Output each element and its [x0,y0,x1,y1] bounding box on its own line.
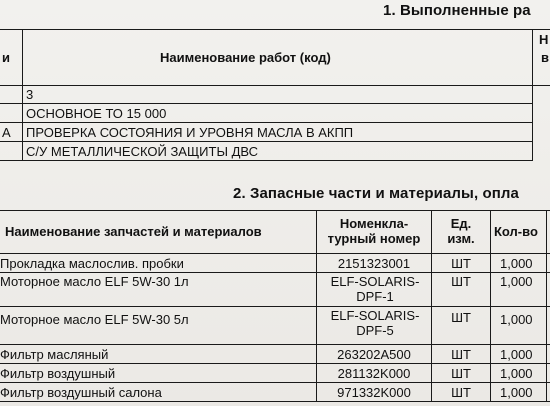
s2-line-r2 [0,306,550,307]
s2-row5-unit: ШТ [451,366,471,381]
section1-title: 1. Выполненные ра [383,2,531,19]
s2-line-r1 [0,272,550,273]
s2-row1-unit: ШТ [451,256,471,271]
s2-row3-name: Моторное масло ELF 5W-30 5л [0,312,189,327]
s1-header-right-top: Н [539,32,549,47]
s2-row3-qty: 1,000 [500,312,533,327]
s2-row2-name: Моторное масло ELF 5W-30 1л [0,274,189,289]
s1-vline-2 [532,29,533,161]
s2-row5-name: Фильтр воздушный [0,366,116,381]
s2-line-r6 [0,401,550,402]
s2-row2-number: ELF-SOLARIS-DPF-1 [330,274,420,304]
s2-row1-qty: 1,000 [500,256,533,271]
s2-header-name: Наименование запчастей и материалов [5,224,262,239]
s2-row4-qty: 1,000 [500,347,533,362]
s2-vline-3 [490,210,491,402]
s2-line-top [0,210,550,211]
s2-row6-unit: ШТ [451,385,471,400]
s2-row2-unit: ШТ [451,274,471,289]
s1-line-header-bottom [0,85,550,86]
s1-line-row2 [0,122,533,123]
s2-line-header-bottom [0,253,550,254]
s2-header-unit: Ед. изм. [447,216,475,246]
s1-line-row3 [0,141,533,142]
s2-row6-qty: 1,000 [500,385,533,400]
s1-line-top [0,29,550,30]
s2-row3-number: ELF-SOLARIS-DPF-5 [330,308,420,338]
s1-vline-1 [22,29,23,161]
s2-row5-qty: 1,000 [500,366,533,381]
s1-header-left: и [2,50,10,65]
s2-line-r4 [0,363,550,364]
s2-header-number: Номенкла-турный номер [327,216,421,246]
s2-row4-number: 263202A500 [337,347,411,362]
s2-row6-name: Фильтр воздушный салона [0,385,162,400]
s2-vline-1 [316,210,317,402]
section2-title: 2. Запасные части и материалы, опла [233,185,519,202]
s2-row6-number: 971332K000 [337,385,411,400]
s1-row1-text: 3 [26,87,34,102]
s2-header-qty: Кол-во [494,224,538,239]
s2-line-r3 [0,344,550,345]
s1-row3-text: ПРОВЕРКА СОСТОЯНИЯ И УРОВНЯ МАСЛА В АКПП [26,125,354,140]
s2-row3-unit: ШТ [451,310,471,325]
s2-vline-2 [431,210,432,402]
s2-vline-4 [546,210,547,402]
s1-row3-mark: А [2,125,11,140]
s2-row1-name: Прокладка маслослив. пробки [0,256,184,271]
s1-line-row1 [0,103,533,104]
s1-row2-text: ОСНОВНОЕ ТО 15 000 [26,106,167,121]
s2-row4-unit: ШТ [451,347,471,362]
s2-row5-number: 281132K000 [337,366,411,381]
s2-line-r5 [0,382,550,383]
s1-header-right-bottom: в [541,50,549,65]
s2-row4-name: Фильтр масляный [0,347,109,362]
s2-row2-qty: 1,000 [500,274,533,289]
s1-header-main: Наименование работ (код) [160,50,331,65]
s2-row1-number: 2151323001 [337,256,411,271]
s1-row4-text: С/У МЕТАЛЛИЧЕСКОЙ ЗАЩИТЫ ДВС [26,144,259,159]
s1-line-row4 [0,160,533,161]
